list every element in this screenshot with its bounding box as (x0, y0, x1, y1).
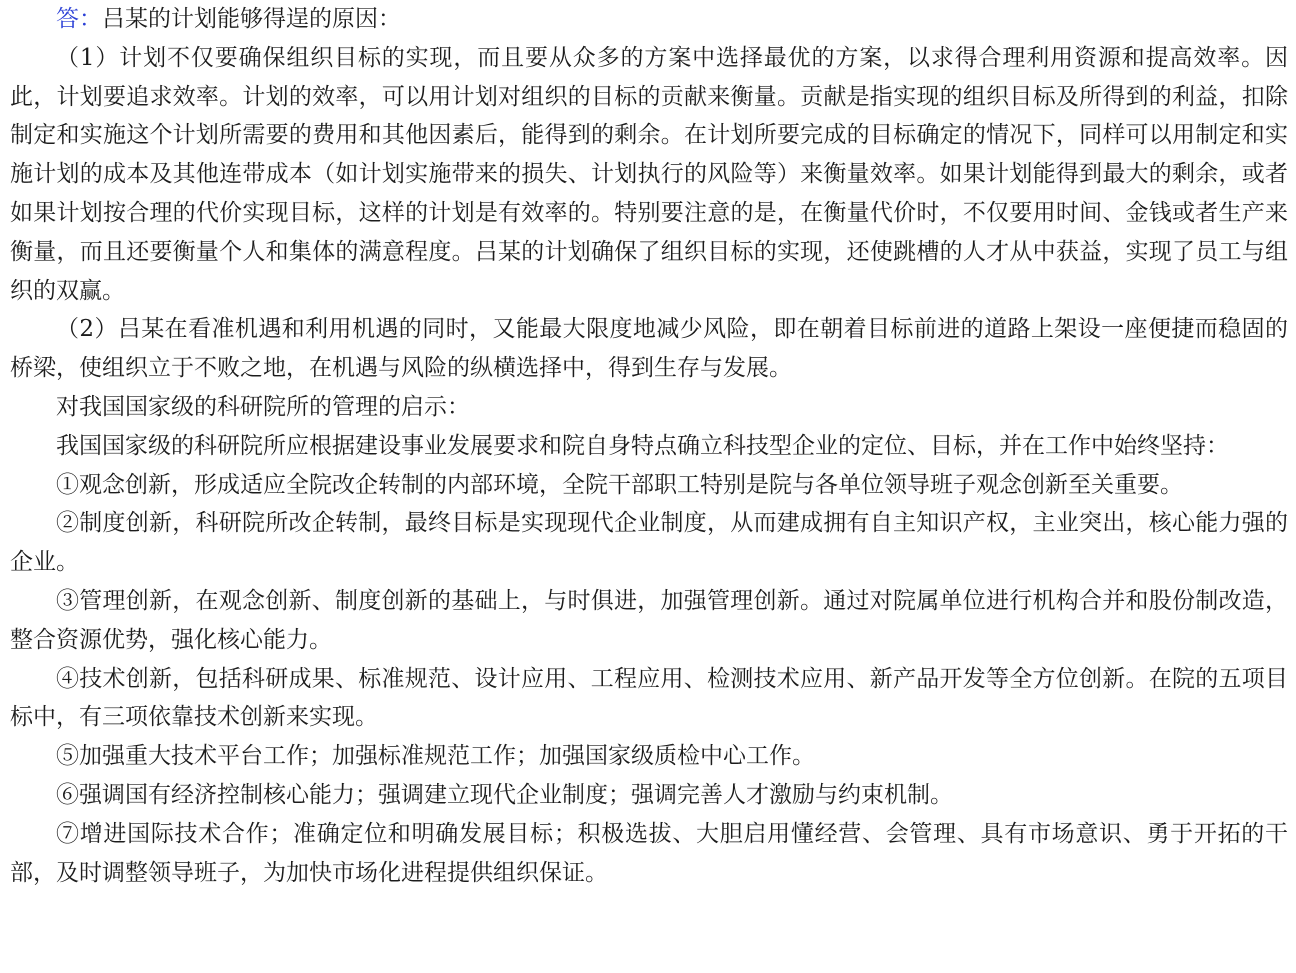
paragraph-point-6: ⑥强调国有经济控制核心能力；强调建立现代企业制度；强调完善人才激励与约束机制。 (56, 781, 953, 808)
paragraph-point-5: ⑤加强重大技术平台工作；加强标准规范工作；加强国家级质检中心工作。 (56, 743, 815, 770)
paragraph-enlightenment-heading: 对我国国家级的科研院所的管理的启示： (56, 393, 470, 420)
answer-heading (10, 0, 1288, 39)
paragraph-point-7: ⑦增进国际技术合作；准确定位和明确发展目标；积极选拔、大胆启用懂经营、会管理、具有市场意识、勇于开拓的干部，及时调整领导班子，为加快市场化进程提供组织保证。 (10, 820, 1288, 886)
paragraph-reason-2: （2）吕某在看准机遇和利用机遇的同时，又能最大限度地减少风险，即在朝着目标前进的道路上架设一座便捷而稳固的桥梁，使组织立于不败之地，在机遇与风险的纵横选择中，得到生存与发展。 (10, 316, 1288, 382)
paragraph-point-2: ②制度创新，科研院所改企转制，最终目标是实现现代企业制度，从而建成拥有自主知识产权，主业突出，核心能力强的企业。 (10, 510, 1288, 576)
paragraph-point-1: ①观念创新，形成适应全院改企转制的内部环境，全院干部职工特别是院与各单位领导班子观念创新至关重要。 (56, 471, 1183, 498)
answer-label: 答： (56, 6, 102, 32)
paragraph-enlightenment-intro: 我国国家级的科研院所应根据建设事业发展要求和院自身特点确立科技型企业的定位、目标，并在工作中始终坚持： (56, 432, 1229, 459)
paragraph-point-3: ③管理创新，在观念创新、制度创新的基础上，与时俱进，加强管理创新。通过对院属单位进行机构合并和股份制改造，整合资源优势，强化核心能力。 (10, 587, 1288, 653)
paragraph-reason-1: （1）计划不仅要确保组织目标的实现，而且要从众多的方案中选择最优的方案，以求得合理利用资源和提高效率。因此，计划要追求效率。计划的效率，可以用计划对组织的目标的贡献来衡量。贡献是指实现的组织目标及所得到的利益，扣除制定和实施这个计划所需要的费用和其他因素后，能得到的剩余。在计划所要完成的目标确定的情况下，同样可以用制定和实施计划的成本及其他连带成本（如计划实施带来的损失、计划执行的风险等）来衡量效率。如果计划能得到最大的剩余，或者如果计划按合理的代价实现目标，这样的计划是有效率的。特别要注意的是，在衡量代价时，不仅要用时间、金钱或者生产来衡量，而且还要衡量个人和集体的满意程度。吕某的计划确保了组织目标的实现，还使跳槽的人才从中获益，实现了员工与组织的双赢。 (10, 44, 1288, 304)
paragraph-point-4: ④技术创新，包括科研成果、标准规范、设计应用、工程应用、检测技术应用、新产品开发等全方位创新。在院的五项目标中，有三项依靠技术创新来实现。 (10, 665, 1288, 731)
document-body (10, 0, 1288, 892)
answer-heading-text: 吕某的计划能够得逞的原因： (102, 6, 401, 32)
